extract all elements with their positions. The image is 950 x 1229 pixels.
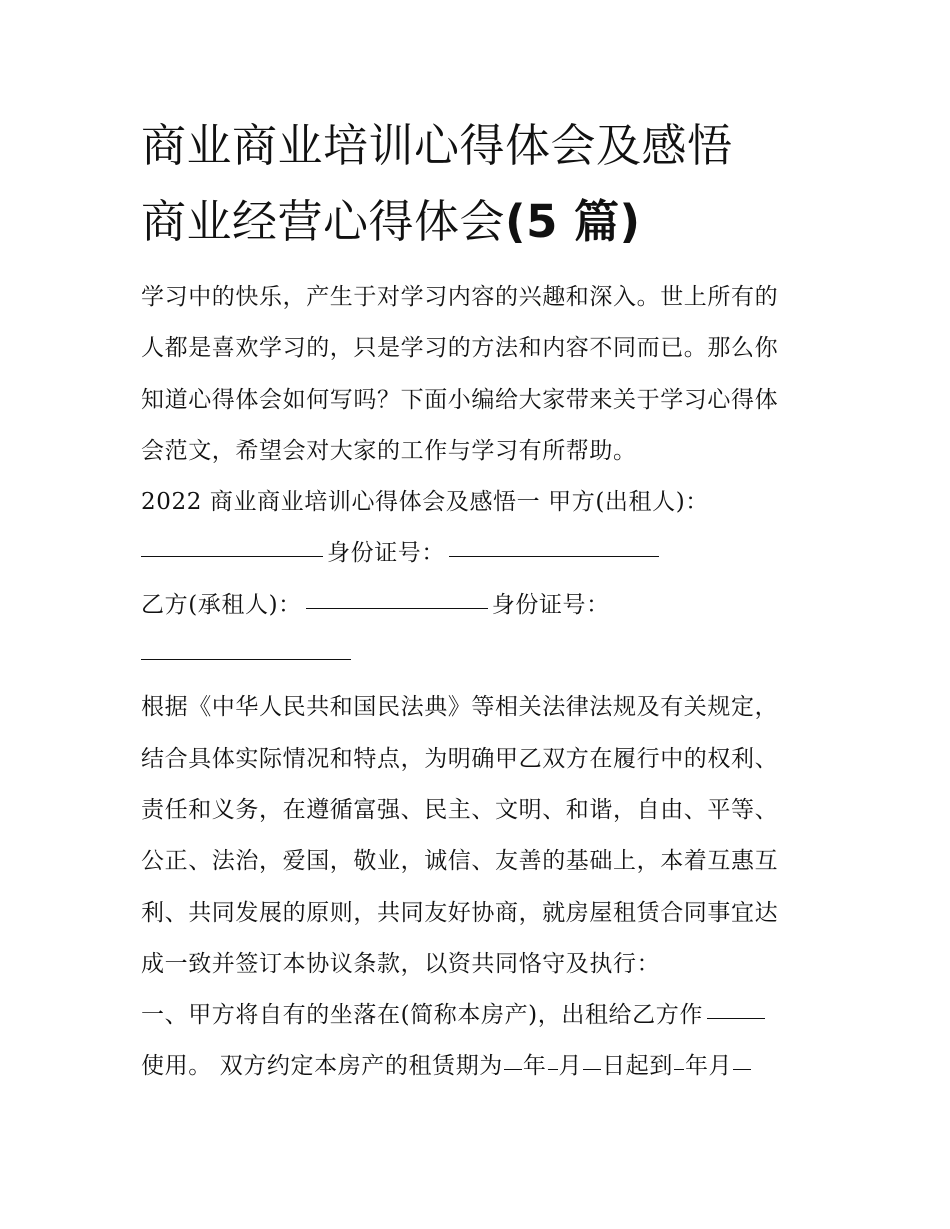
start-year-blank: [504, 1069, 522, 1070]
party-a-name-blank: [141, 556, 323, 557]
intro-line-3: 知道心得体会如何写吗？下面小编给大家带来关于学习心得体: [141, 386, 779, 413]
legal-basis-line-5: 利、共同发展的原则，共同友好协商，就房屋租赁合同事宜达: [141, 899, 779, 926]
lease-term-text: 使用。 双方约定本房产的租赁期为: [141, 1053, 503, 1080]
clause-1-line-2: [141, 1041, 821, 1092]
section-heading: 2022 商业商业培训心得体会及感悟一 甲方(出租人)：: [141, 489, 709, 516]
usage-blank: [707, 1018, 765, 1019]
legal-basis-line-4: 公正、法治，爱国，敬业，诚信、友善的基础上，本着互惠互: [141, 848, 779, 875]
party-a-id-label: 身份证号：: [327, 540, 445, 567]
party-a-id-blank: [449, 556, 659, 557]
clause-1-text: 一、甲方将自有的坐落在(简称本房产)，出租给乙方作: [141, 1002, 703, 1029]
title-line-1: 商业商业培训心得体会及感悟: [141, 119, 733, 172]
legal-basis-line-2: 结合具体实际情况和特点，为明确甲乙双方在履行中的权利、: [141, 745, 779, 772]
end-month-blank: [733, 1069, 751, 1070]
party-b-label: 乙方(承租人)：: [141, 591, 302, 618]
party-b-id-blank: [141, 659, 351, 660]
title-line-2: [141, 184, 821, 260]
start-day-blank: [583, 1069, 601, 1070]
start-year-label: 年: [522, 1053, 547, 1080]
start-month-blank: [548, 1069, 558, 1070]
clause-1-line-1: [141, 990, 821, 1041]
party-b-name-blank: [306, 608, 488, 609]
intro-line-4: 会范文，希望会对大家的工作与学习有所帮助。: [141, 437, 637, 464]
document-body: [141, 272, 821, 1093]
title-line-2-text: 商业经营心得体会: [141, 195, 506, 248]
legal-basis-line-6: 成一致并签订本协议条款，以资共同恪守及执行：: [141, 950, 661, 977]
intro-line-2: 人都是喜欢学习的，只是学习的方法和内容不同而已。那么你: [141, 335, 779, 362]
party-b-id-fill-line: [141, 631, 821, 682]
start-day-label: 日起到: [602, 1053, 673, 1080]
party-b-line: [141, 580, 821, 631]
end-year-month-label: 年月: [684, 1053, 733, 1080]
document-title: [141, 108, 821, 260]
title-count: (5 篇): [505, 195, 641, 248]
end-year-blank: [674, 1069, 684, 1070]
intro-line-1: 学习中的快乐，产生于对学习内容的兴趣和深入。世上所有的: [141, 284, 779, 310]
legal-basis-line-3: 责任和义务，在遵循富强、民主、文明、和谐，自由、平等、: [141, 796, 779, 823]
document-content: [141, 108, 821, 1093]
party-b-id-label: 身份证号：: [491, 591, 610, 618]
legal-basis-line-1: 根据《中华人民共和国民法典》等相关法律法规及有关规定，: [141, 694, 779, 721]
party-a-fill-line: [141, 528, 821, 579]
start-month-label: 月: [558, 1053, 583, 1080]
